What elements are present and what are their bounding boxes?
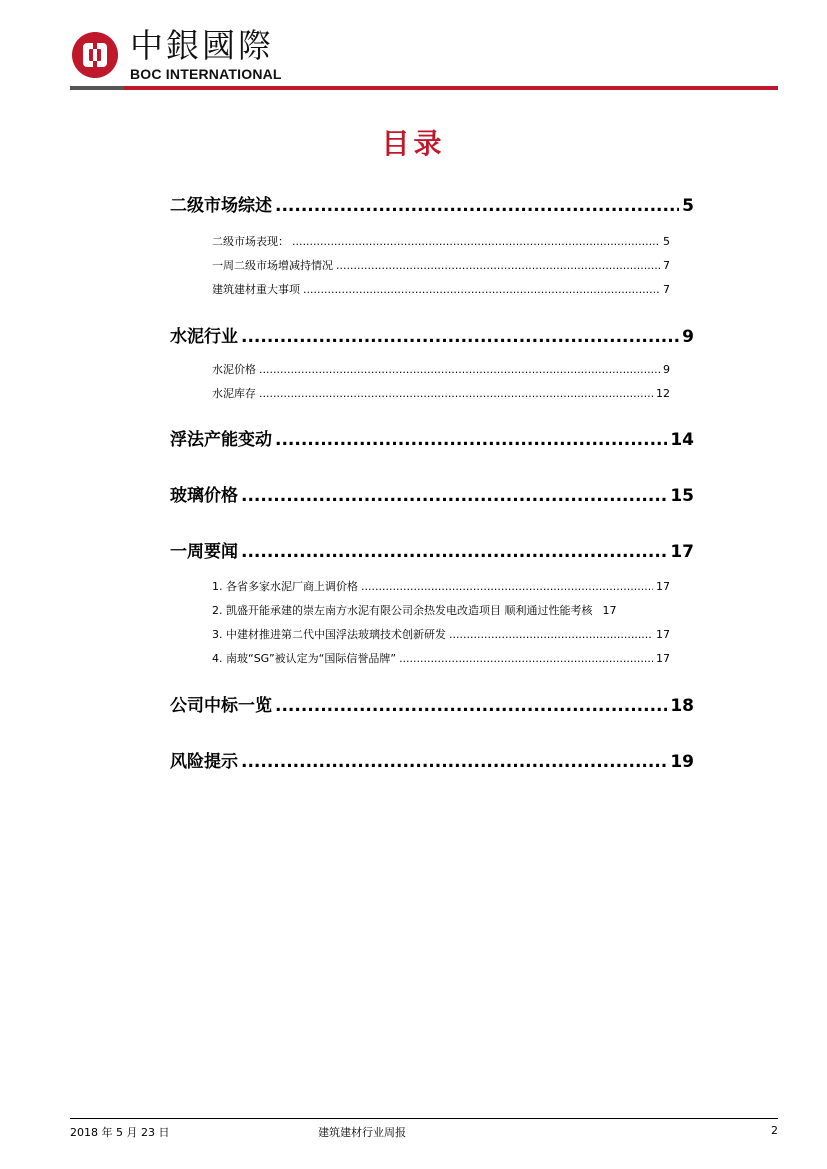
toc-entry-news-2[interactable] xyxy=(212,602,714,620)
boc-logo xyxy=(70,26,310,86)
toc-leader-dots xyxy=(275,430,667,450)
toc-label: 水泥价格 xyxy=(212,363,256,376)
toc-leader-dots xyxy=(241,486,667,506)
logo-english-text: BOC INTERNATIONAL xyxy=(130,66,282,82)
toc-entry-float-capacity[interactable] xyxy=(170,425,694,449)
toc-page: 12 xyxy=(656,387,670,400)
toc-leader-dots xyxy=(275,196,679,216)
toc-page: 17 xyxy=(602,604,617,617)
toc-label: 1. 各省多家水泥厂商上调价格 xyxy=(212,580,358,593)
toc-leader-dots xyxy=(361,580,653,593)
toc-label: 公司中标一览 xyxy=(170,696,272,716)
toc-page: 17 xyxy=(670,542,694,562)
toc-page: 17 xyxy=(656,580,670,593)
logo-chinese-text: 中銀國際 xyxy=(130,26,274,65)
toc-entry-news-4[interactable] xyxy=(212,650,670,668)
toc-leader-dots xyxy=(303,283,660,296)
toc-entry-news-3[interactable] xyxy=(212,626,670,644)
toc-label: 水泥行业 xyxy=(170,327,238,347)
toc-label: 3. 中建材推进第二代中国浮法玻璃技术创新研发 xyxy=(212,628,446,641)
toc-page: 7 xyxy=(663,283,670,296)
footer-rule xyxy=(70,1118,778,1119)
toc-entry-weekly-news[interactable] xyxy=(170,537,694,561)
toc-entry-cement-industry[interactable] xyxy=(170,322,694,346)
toc-entry-major-events[interactable] xyxy=(212,281,670,299)
toc-entry-holdings-change[interactable] xyxy=(212,257,670,275)
toc-leader-dots xyxy=(336,259,660,272)
toc-page: 5 xyxy=(682,196,694,216)
toc-leader-dots xyxy=(241,327,679,347)
footer-date: 2018 年 5 月 23 日 xyxy=(70,1126,170,1139)
toc-entry-market-performance[interactable] xyxy=(212,233,670,251)
boc-emblem-icon xyxy=(70,30,120,80)
toc-page: 15 xyxy=(670,486,694,506)
toc-entry-news-1[interactable] xyxy=(212,578,670,596)
toc-leader-dots xyxy=(259,363,660,376)
toc-label: 2. 凯盛开能承建的崇左南方水泥有限公司余热发电改造项目 顺利通过性能考核 xyxy=(212,604,593,617)
header-rule-gray xyxy=(70,86,124,90)
toc-page: 9 xyxy=(663,363,670,376)
toc-label: 玻璃价格 xyxy=(170,486,238,506)
toc-leader-dots xyxy=(259,387,653,400)
toc-label: 二级市场表现： xyxy=(212,235,289,248)
toc-entry-glass-price[interactable] xyxy=(170,481,694,505)
toc-leader-dots xyxy=(241,542,667,562)
toc-leader-dots xyxy=(241,752,667,772)
footer-report-title: 建筑建材行业周报 xyxy=(318,1126,406,1139)
toc-page: 5 xyxy=(663,235,670,248)
toc-page: 19 xyxy=(670,752,694,772)
toc-page: 17 xyxy=(656,652,670,665)
toc-label: 4. 南玻“SG”被认定为“国际信誉品牌” xyxy=(212,652,397,665)
toc-page: 17 xyxy=(656,628,670,641)
toc-label: 风险提示 xyxy=(170,752,238,772)
page-title: 目录 xyxy=(381,127,446,160)
toc-label: 一周二级市场增减持情况 xyxy=(212,259,333,272)
toc-page: 7 xyxy=(663,259,670,272)
toc-entry-cement-inventory[interactable] xyxy=(212,385,670,403)
toc-page: 9 xyxy=(682,327,694,347)
toc-page: 18 xyxy=(670,696,694,716)
toc-label: 一周要闻 xyxy=(170,542,238,562)
toc-page: 14 xyxy=(670,430,694,450)
toc-entry-risk-warning[interactable] xyxy=(170,747,694,771)
toc-entry-secondary-market[interactable] xyxy=(170,191,694,215)
toc-entry-cement-price[interactable] xyxy=(212,361,670,379)
toc-leader-dots xyxy=(449,628,653,641)
toc-entry-company-bids[interactable] xyxy=(170,691,694,715)
footer-page-number: 2 xyxy=(771,1124,778,1137)
toc-leader-dots xyxy=(275,696,667,716)
toc-label: 二级市场综述 xyxy=(170,196,272,216)
header-rule-red xyxy=(124,86,778,90)
toc-label: 水泥库存 xyxy=(212,387,256,400)
toc-leader-dots xyxy=(292,235,660,248)
toc-leader-dots xyxy=(399,652,653,665)
toc-label: 浮法产能变动 xyxy=(170,430,272,450)
toc-label: 建筑建材重大事项 xyxy=(212,283,300,296)
